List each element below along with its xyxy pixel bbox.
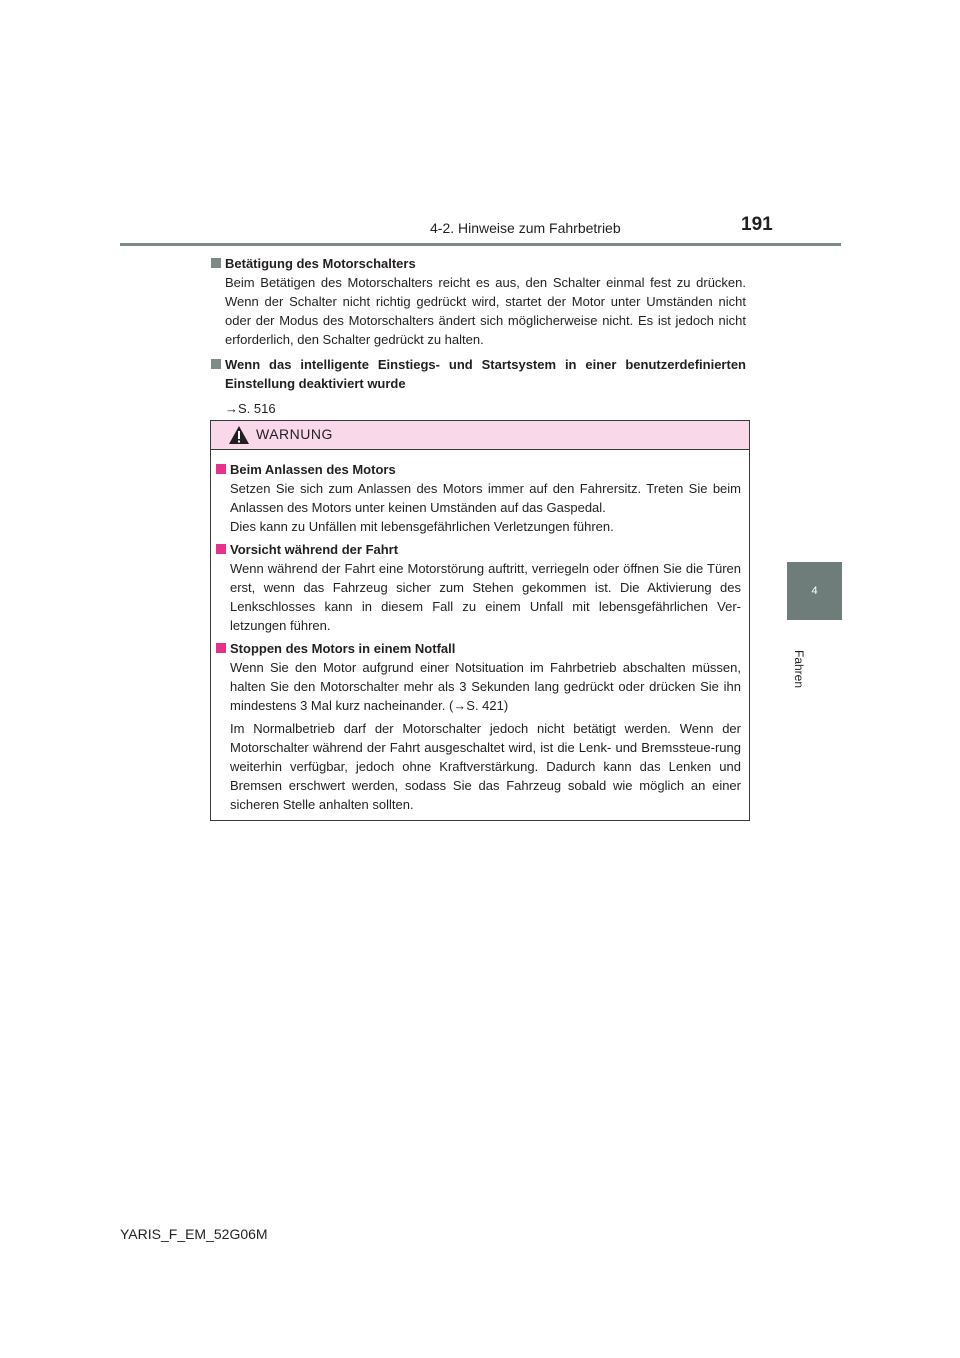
square-bullet-icon — [211, 258, 221, 268]
warning-item — [216, 639, 741, 814]
main-content — [211, 254, 746, 424]
warning-item — [216, 540, 741, 635]
square-bullet-icon — [216, 464, 226, 474]
header-divider — [120, 243, 841, 246]
document-code: YARIS_F_EM_52G06M — [120, 1226, 268, 1242]
paragraph: Dies kann zu Unfällen mit lebensgefährlichen Verletzungen führen. — [230, 519, 614, 534]
section-title: 4-2. Hinweise zum Fahrbetrieb — [430, 220, 621, 236]
warning-title: WARNUNG — [256, 426, 333, 442]
section-heading: Betätigung des Motorschalters — [211, 254, 746, 273]
chapter-tab: 4 — [787, 562, 842, 620]
warning-header — [211, 421, 749, 450]
section-body — [211, 273, 746, 349]
section-heading: Wenn das intelligente Einstiegs- und Startsystem in einer benutzerdefinierten Einstellung deaktiviert wurde — [211, 355, 746, 393]
warning-content — [211, 450, 749, 814]
paragraph: Beim Betätigen des Motorschalters reicht es aus, den Schalter einmal fest zu drücken. Wenn der Schalter nicht richtig gedrückt wird, startet der Motor unter Umständen nicht oder der Modus des Motorschalters ändert sich möglicherweise nicht. Es ist jedoch nicht erforderlich, den Schalter gedrückt zu halten. — [225, 275, 746, 347]
warning-item-body — [216, 658, 741, 814]
page-number: 191 — [741, 214, 773, 235]
warning-item-title: Stoppen des Motors in einem Notfall — [216, 639, 741, 658]
square-bullet-icon — [216, 544, 226, 554]
paragraph: Setzen Sie sich zum Anlassen des Motors immer auf den Fahrersitz. Treten Sie beim Anlassen des Motors unter keinen Umständen auf das Gaspedal. — [230, 481, 741, 515]
section-einstiegssystem — [211, 355, 746, 418]
paragraph: Im Normalbetrieb darf der Motorschalter jedoch nicht betätigt werden. Wenn der Motorschalter während der Fahrt ausgeschaltet wird, ist die Lenk- und Bremssteue-rung weiterhin verfügbar, jedoch ohne Kraftverstärkung. Dadurch kann das Lenken und Bremsen erschwert werden, sodass Sie das Fahrzeug sobald wie möglich an einer sicheren Stelle anhalten sollten. — [230, 721, 741, 812]
square-bullet-icon — [216, 643, 226, 653]
warning-item — [216, 460, 741, 536]
warning-item-title: Beim Anlassen des Motors — [216, 460, 741, 479]
page-reference: →S. 516 — [225, 401, 276, 416]
chapter-label: Fahren — [792, 650, 806, 689]
warning-item-body — [216, 559, 741, 635]
section-motorschalter — [211, 254, 746, 349]
paragraph: Wenn Sie den Motor aufgrund einer Notsituation im Fahrbetrieb abschalten müssen, halten Sie den Motorschalter mehr als 3 Sekunden lang gedrückt oder drücken Sie ihn mindestens 3 Mal kurz nacheinander. (→S. 421) — [230, 660, 741, 713]
square-bullet-icon — [211, 359, 221, 369]
warning-triangle-icon — [228, 425, 250, 445]
warning-item-title: Vorsicht während der Fahrt — [216, 540, 741, 559]
warning-box — [210, 420, 750, 821]
paragraph: Wenn während der Fahrt eine Motorstörung auftritt, verriegeln oder öffnen Sie die Türen erst, wenn das Fahrzeug sicher zum Stehen gekommen ist. Die Aktivierung des Lenkschlosses kann in diesem Fall zu einem Unfall mit lebensgefährlichen Ver-letzungen führen. — [230, 561, 741, 633]
warning-item-body — [216, 479, 741, 536]
